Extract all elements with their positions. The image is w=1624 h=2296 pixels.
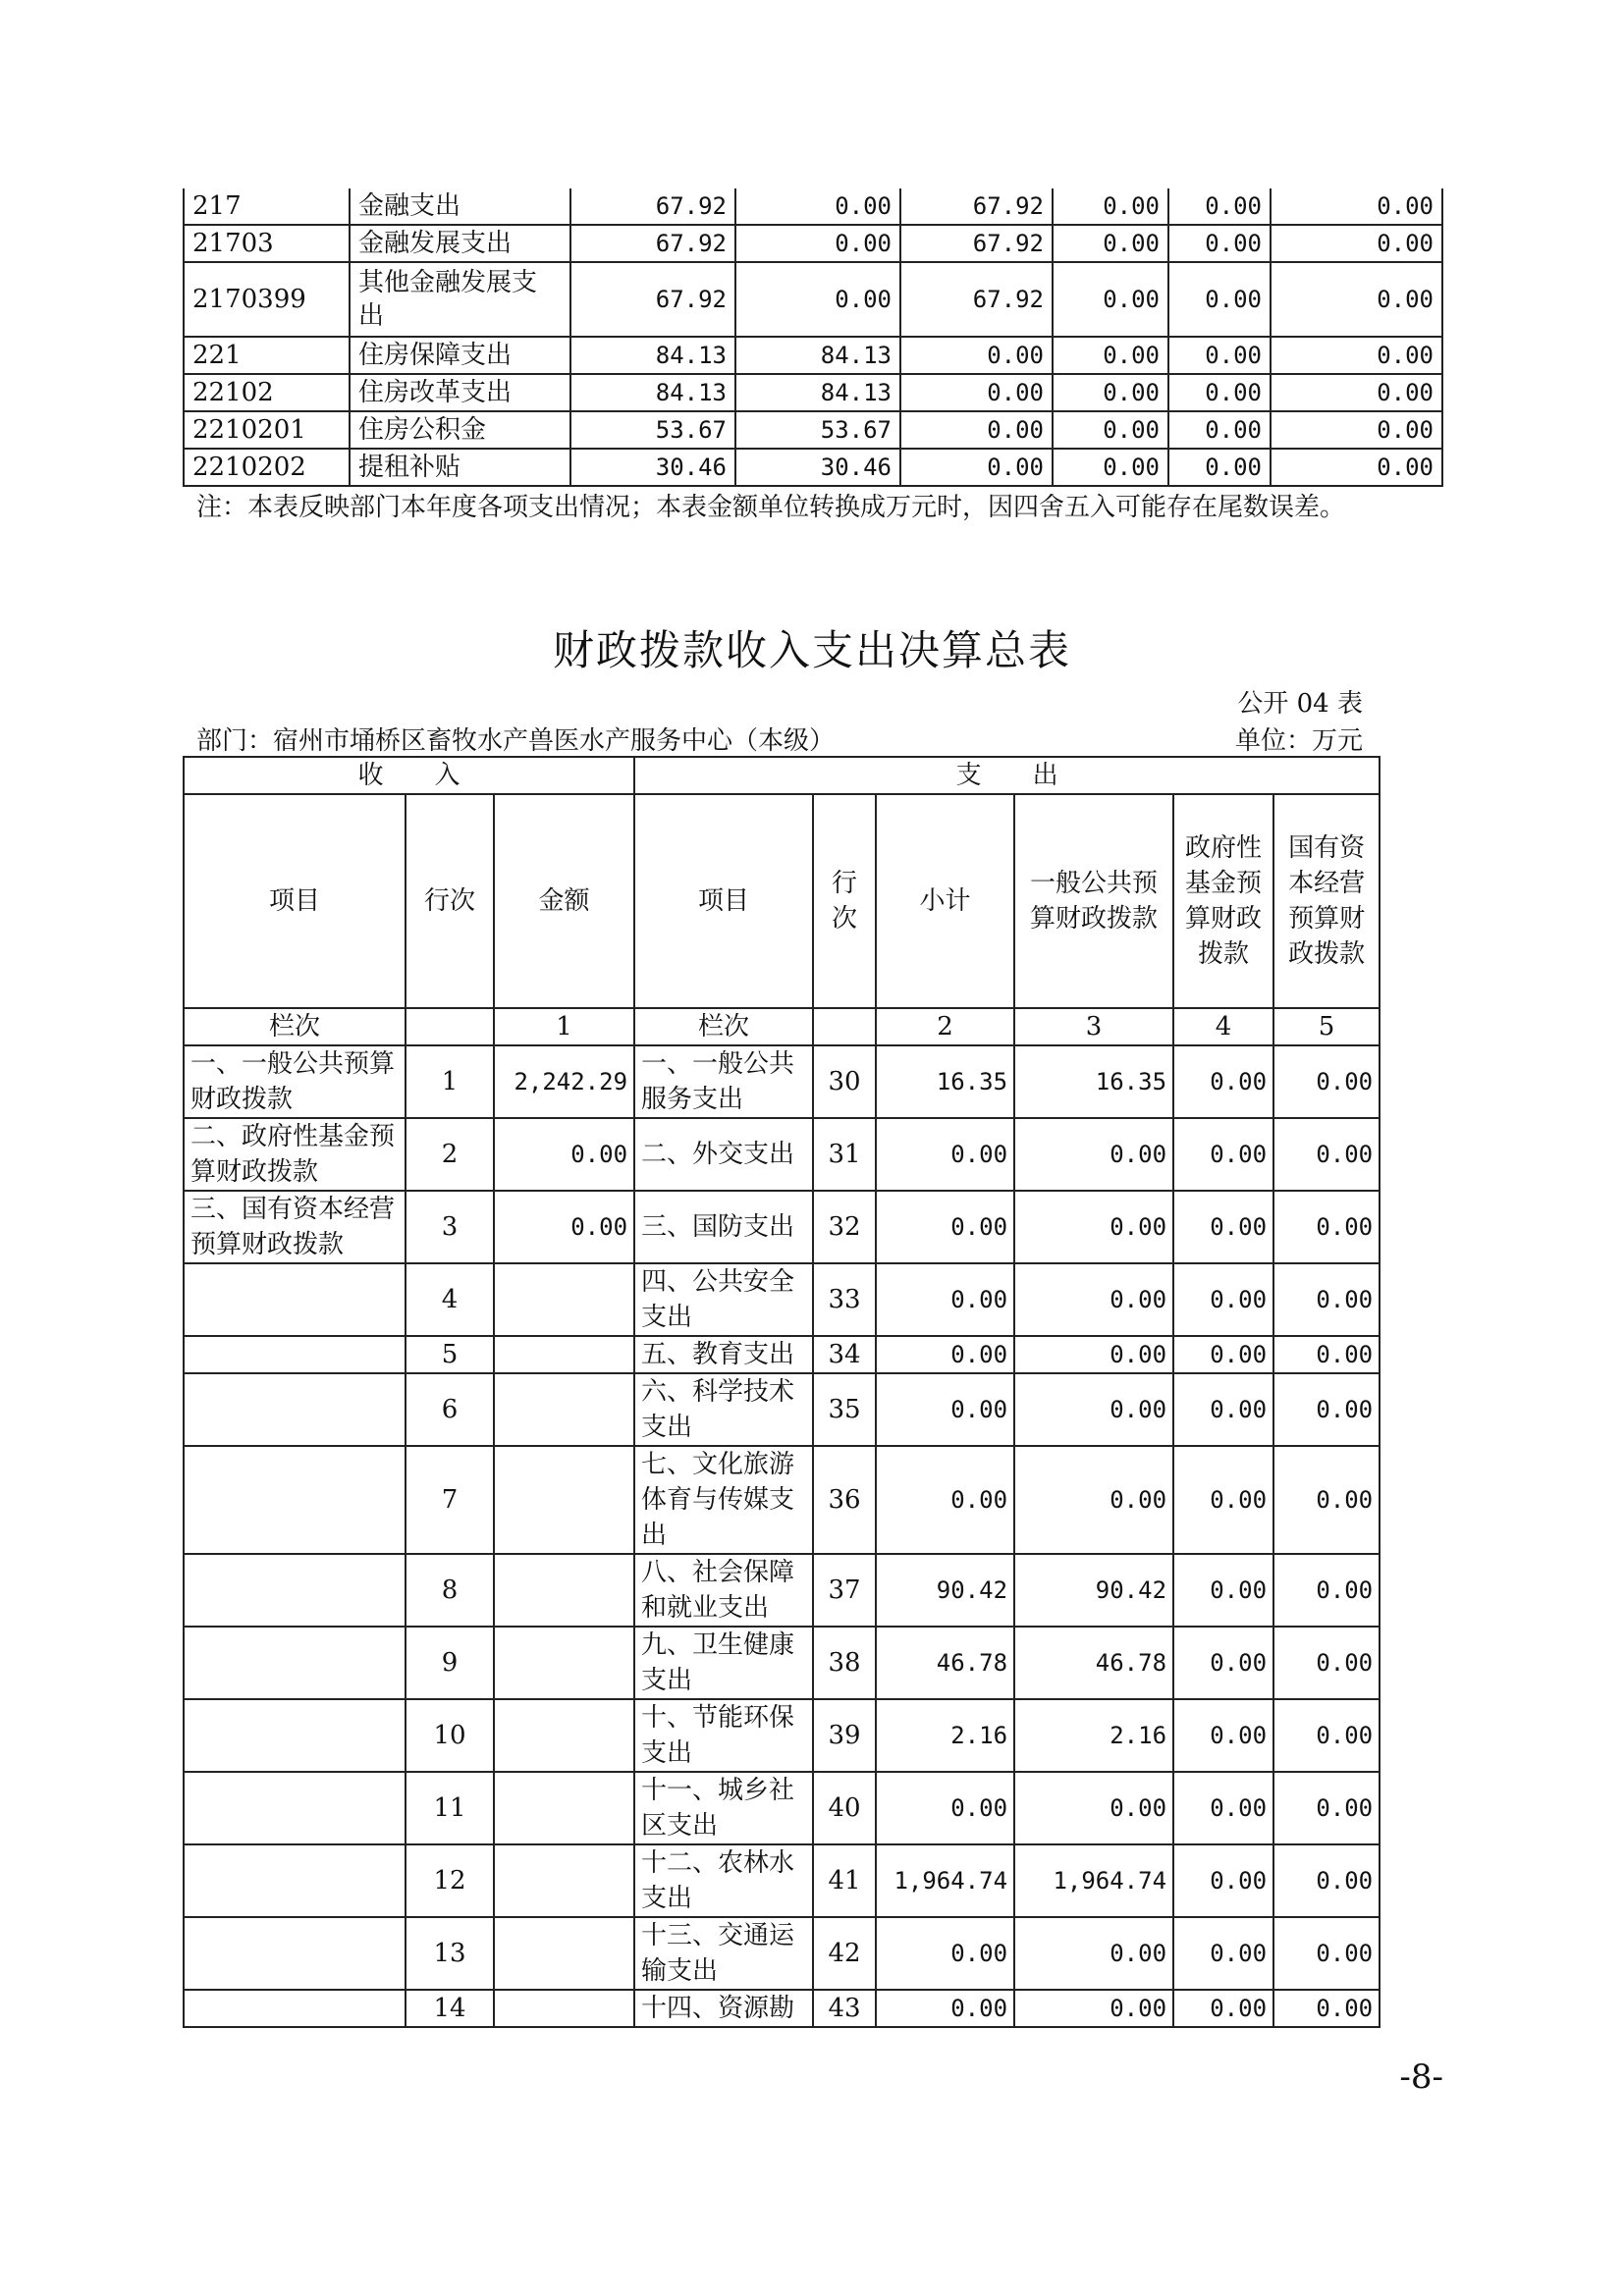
gov-fund-value: 0.00 — [1173, 1336, 1273, 1373]
income-item — [184, 1627, 406, 1699]
value-cell: 0.00 — [1053, 411, 1168, 449]
table-row — [184, 1373, 1380, 1446]
income-amount — [494, 1627, 634, 1699]
table-row — [184, 449, 1442, 486]
item-name: 金融发展支出 — [350, 225, 570, 262]
state-capital-value: 0.00 — [1273, 1118, 1380, 1191]
income-amount: 0.00 — [494, 1118, 634, 1191]
table-row — [184, 1554, 1380, 1627]
col-3: 3 — [1014, 1008, 1173, 1045]
subtotal-value: 0.00 — [876, 1118, 1014, 1191]
income-header: 收 入 — [184, 757, 634, 794]
subtotal-value: 16.35 — [876, 1045, 1014, 1118]
expense-row-no: 38 — [813, 1627, 876, 1699]
department-label: 部门：宿州市埇桥区畜牧水产兽医水产服务中心（本级） — [196, 726, 836, 756]
gov-fund-value: 0.00 — [1173, 1373, 1273, 1446]
income-row-no: 4 — [406, 1263, 494, 1336]
state-capital-value: 0.00 — [1273, 1844, 1380, 1917]
income-item — [184, 1772, 406, 1844]
gov-fund-value: 0.00 — [1173, 1917, 1273, 1990]
gov-fund-value: 0.00 — [1173, 1772, 1273, 1844]
table-row — [184, 1990, 1380, 2027]
income-row-no: 7 — [406, 1446, 494, 1554]
table-row — [184, 1045, 1380, 1118]
value-cell: 0.00 — [735, 188, 900, 225]
value-cell: 67.92 — [900, 262, 1053, 337]
state-capital-value: 0.00 — [1273, 1554, 1380, 1627]
expense-item: 三、国防支出 — [634, 1191, 813, 1263]
value-cell: 67.92 — [900, 225, 1053, 262]
general-budget-value: 90.42 — [1014, 1554, 1173, 1627]
value-cell: 0.00 — [1271, 411, 1442, 449]
value-cell: 67.92 — [570, 262, 735, 337]
general-budget-value: 2.16 — [1014, 1699, 1173, 1772]
item-code: 2210202 — [184, 449, 350, 486]
income-row-no: 1 — [406, 1045, 494, 1118]
general-budget-value: 0.00 — [1014, 1263, 1173, 1336]
item-name: 住房改革支出 — [350, 374, 570, 411]
gov-fund-value: 0.00 — [1173, 1554, 1273, 1627]
general-budget-value: 46.78 — [1014, 1627, 1173, 1699]
income-row-no: 13 — [406, 1917, 494, 1990]
gov-fund-value: 0.00 — [1173, 1699, 1273, 1772]
value-cell: 0.00 — [735, 225, 900, 262]
value-cell: 67.92 — [900, 188, 1053, 225]
col-1: 1 — [494, 1008, 634, 1045]
page-title: 财政拨款收入支出决算总表 — [552, 626, 1071, 674]
expense-item: 十二、农林水支出 — [634, 1844, 813, 1917]
income-item — [184, 1699, 406, 1772]
table-row — [184, 225, 1442, 262]
expense-detail-table — [183, 188, 1443, 487]
value-cell: 0.00 — [1271, 262, 1442, 337]
value-cell: 84.13 — [570, 337, 735, 374]
col-label-expense: 栏次 — [634, 1008, 813, 1045]
income-amount — [494, 1336, 634, 1373]
value-cell: 0.00 — [1053, 449, 1168, 486]
value-cell: 67.92 — [570, 188, 735, 225]
table-row — [184, 1844, 1380, 1917]
subtotal-value: 2.16 — [876, 1699, 1014, 1772]
value-cell: 0.00 — [1271, 188, 1442, 225]
income-item — [184, 1554, 406, 1627]
subtotal-value: 0.00 — [876, 1336, 1014, 1373]
general-budget-value: 0.00 — [1014, 1917, 1173, 1990]
expense-row-no: 33 — [813, 1263, 876, 1336]
income-row-no: 12 — [406, 1844, 494, 1917]
expense-row-no: 31 — [813, 1118, 876, 1191]
income-item-header: 项目 — [184, 794, 406, 1008]
table-row — [184, 188, 1442, 225]
item-code: 2210201 — [184, 411, 350, 449]
value-cell: 53.67 — [735, 411, 900, 449]
expense-row-no: 37 — [813, 1554, 876, 1627]
value-cell: 0.00 — [735, 262, 900, 337]
income-amount — [494, 1554, 634, 1627]
table-row — [184, 1772, 1380, 1844]
item-code: 217 — [184, 188, 350, 225]
general-budget-header: 一般公共预算财政拨款 — [1014, 794, 1173, 1008]
subtotal-value: 0.00 — [876, 1990, 1014, 2027]
income-amount — [494, 1990, 634, 2027]
general-budget-value: 0.00 — [1014, 1336, 1173, 1373]
value-cell: 0.00 — [1168, 225, 1271, 262]
income-item — [184, 1446, 406, 1554]
col-4: 4 — [1173, 1008, 1273, 1045]
expense-item: 十四、资源勘 — [634, 1990, 813, 2027]
general-budget-value: 16.35 — [1014, 1045, 1173, 1118]
income-item — [184, 1990, 406, 2027]
expense-item: 十、节能环保支出 — [634, 1699, 813, 1772]
expense-row-no: 35 — [813, 1373, 876, 1446]
value-cell: 0.00 — [1168, 337, 1271, 374]
gov-fund-value: 0.00 — [1173, 1045, 1273, 1118]
value-cell: 0.00 — [1271, 225, 1442, 262]
expense-row-no: 36 — [813, 1446, 876, 1554]
value-cell: 0.00 — [1271, 374, 1442, 411]
state-capital-value: 0.00 — [1273, 1699, 1380, 1772]
income-amount — [494, 1263, 634, 1336]
income-item — [184, 1263, 406, 1336]
value-cell: 30.46 — [570, 449, 735, 486]
general-budget-value: 0.00 — [1014, 1446, 1173, 1554]
gov-fund-value: 0.00 — [1173, 1118, 1273, 1191]
income-amount: 2,242.29 — [494, 1045, 634, 1118]
table-row — [184, 1699, 1380, 1772]
income-row-no: 9 — [406, 1627, 494, 1699]
expense-row-no: 41 — [813, 1844, 876, 1917]
expense-item: 十三、交通运输支出 — [634, 1917, 813, 1990]
subtotal-value: 1,964.74 — [876, 1844, 1014, 1917]
state-capital-value: 0.00 — [1273, 1045, 1380, 1118]
subtotal-header: 小计 — [876, 794, 1014, 1008]
value-cell: 0.00 — [900, 337, 1053, 374]
table-row — [184, 1446, 1380, 1554]
subtotal-value: 46.78 — [876, 1627, 1014, 1699]
expense-item: 九、卫生健康支出 — [634, 1627, 813, 1699]
value-cell: 0.00 — [1168, 374, 1271, 411]
general-budget-value: 1,964.74 — [1014, 1844, 1173, 1917]
income-amount — [494, 1699, 634, 1772]
unit-label: 单位：万元 — [1234, 726, 1363, 756]
state-capital-value: 0.00 — [1273, 1772, 1380, 1844]
income-amount — [494, 1772, 634, 1844]
general-budget-value: 0.00 — [1014, 1990, 1173, 2027]
col-label-income: 栏次 — [184, 1008, 406, 1045]
expense-item: 十一、城乡社区支出 — [634, 1772, 813, 1844]
value-cell: 0.00 — [900, 411, 1053, 449]
expense-row-no: 43 — [813, 1990, 876, 2027]
income-amount — [494, 1844, 634, 1917]
income-item — [184, 1917, 406, 1990]
income-row-no: 14 — [406, 1990, 494, 2027]
value-cell: 0.00 — [1168, 188, 1271, 225]
expense-row-no: 34 — [813, 1336, 876, 1373]
state-capital-value: 0.00 — [1273, 1373, 1380, 1446]
general-budget-value: 0.00 — [1014, 1191, 1173, 1263]
state-capital-value: 0.00 — [1273, 1627, 1380, 1699]
income-amount — [494, 1446, 634, 1554]
value-cell: 0.00 — [1168, 262, 1271, 337]
value-cell: 53.67 — [570, 411, 735, 449]
income-amount: 0.00 — [494, 1191, 634, 1263]
expense-item: 七、文化旅游体育与传媒支出 — [634, 1446, 813, 1554]
table-note: 注：本表反映部门本年度各项支出情况；本表金额单位转换成万元时，因四舍五入可能存在尾数误差。 — [196, 493, 1346, 522]
income-row-no-header: 行次 — [406, 794, 494, 1008]
gov-fund-value: 0.00 — [1173, 1446, 1273, 1554]
table-row — [184, 262, 1442, 337]
table-row — [184, 1263, 1380, 1336]
income-row-no: 6 — [406, 1373, 494, 1446]
state-capital-value: 0.00 — [1273, 1917, 1380, 1990]
value-cell: 0.00 — [900, 449, 1053, 486]
table-row — [184, 1118, 1380, 1191]
item-code: 221 — [184, 337, 350, 374]
value-cell: 0.00 — [1053, 262, 1168, 337]
expense-header: 支 出 — [634, 757, 1380, 794]
expense-row-no: 32 — [813, 1191, 876, 1263]
general-budget-value: 0.00 — [1014, 1373, 1173, 1446]
gov-fund-value: 0.00 — [1173, 1990, 1273, 2027]
income-item — [184, 1373, 406, 1446]
subtotal-value: 90.42 — [876, 1554, 1014, 1627]
income-item — [184, 1844, 406, 1917]
expense-item: 六、科学技术支出 — [634, 1373, 813, 1446]
subtotal-value: 0.00 — [876, 1917, 1014, 1990]
value-cell: 0.00 — [900, 374, 1053, 411]
expense-row-no: 42 — [813, 1917, 876, 1990]
value-cell: 84.13 — [735, 337, 900, 374]
table-row — [184, 1191, 1380, 1263]
table-row — [184, 337, 1442, 374]
subtotal-value: 0.00 — [876, 1373, 1014, 1446]
value-cell: 0.00 — [1168, 411, 1271, 449]
income-row-no: 5 — [406, 1336, 494, 1373]
general-budget-value: 0.00 — [1014, 1118, 1173, 1191]
subtotal-value: 0.00 — [876, 1191, 1014, 1263]
gov-fund-value: 0.00 — [1173, 1191, 1273, 1263]
gov-fund-value: 0.00 — [1173, 1263, 1273, 1336]
table-code: 公开 04 表 — [1237, 689, 1363, 719]
expense-row-no: 39 — [813, 1699, 876, 1772]
value-cell: 84.13 — [570, 374, 735, 411]
expense-item: 四、公共安全支出 — [634, 1263, 813, 1336]
income-amount — [494, 1917, 634, 1990]
income-amount — [494, 1373, 634, 1446]
item-code: 21703 — [184, 225, 350, 262]
col-5: 5 — [1273, 1008, 1380, 1045]
state-capital-value: 0.00 — [1273, 1446, 1380, 1554]
expense-item-header: 项目 — [634, 794, 813, 1008]
income-row-no: 2 — [406, 1118, 494, 1191]
income-row-no: 3 — [406, 1191, 494, 1263]
item-code: 22102 — [184, 374, 350, 411]
table-row — [184, 411, 1442, 449]
income-item: 三、国有资本经营预算财政拨款 — [184, 1191, 406, 1263]
table-row — [184, 374, 1442, 411]
gov-fund-value: 0.00 — [1173, 1844, 1273, 1917]
subtotal-value: 0.00 — [876, 1263, 1014, 1336]
general-budget-value: 0.00 — [1014, 1772, 1173, 1844]
expense-row-no: 30 — [813, 1045, 876, 1118]
expense-item: 八、社会保障和就业支出 — [634, 1554, 813, 1627]
income-row-no: 11 — [406, 1772, 494, 1844]
value-cell: 84.13 — [735, 374, 900, 411]
value-cell: 0.00 — [1053, 374, 1168, 411]
item-name: 住房公积金 — [350, 411, 570, 449]
expense-row-no: 40 — [813, 1772, 876, 1844]
state-capital-value: 0.00 — [1273, 1990, 1380, 2027]
value-cell: 0.00 — [1053, 225, 1168, 262]
value-cell: 30.46 — [735, 449, 900, 486]
income-row-no: 8 — [406, 1554, 494, 1627]
expense-item: 五、教育支出 — [634, 1336, 813, 1373]
gov-fund-value: 0.00 — [1173, 1627, 1273, 1699]
state-capital-value: 0.00 — [1273, 1336, 1380, 1373]
value-cell: 0.00 — [1168, 449, 1271, 486]
expense-item: 二、外交支出 — [634, 1118, 813, 1191]
income-item: 一、一般公共预算财政拨款 — [184, 1045, 406, 1118]
item-name: 提租补贴 — [350, 449, 570, 486]
gov-fund-header: 政府性基金预算财政拨款 — [1173, 794, 1273, 1008]
fiscal-summary-table — [183, 756, 1380, 2028]
value-cell: 67.92 — [570, 225, 735, 262]
item-name: 金融支出 — [350, 188, 570, 225]
table-row — [184, 1627, 1380, 1699]
value-cell: 0.00 — [1271, 449, 1442, 486]
income-amount-header: 金额 — [494, 794, 634, 1008]
state-capital-value: 0.00 — [1273, 1191, 1380, 1263]
value-cell: 0.00 — [1053, 188, 1168, 225]
page-number: -8- — [1399, 2057, 1443, 2097]
expense-item: 一、一般公共服务支出 — [634, 1045, 813, 1118]
expense-row-no-header: 行次 — [813, 794, 876, 1008]
income-item: 二、政府性基金预算财政拨款 — [184, 1118, 406, 1191]
state-capital-value: 0.00 — [1273, 1263, 1380, 1336]
value-cell: 0.00 — [1271, 337, 1442, 374]
col-2: 2 — [876, 1008, 1014, 1045]
income-row-no: 10 — [406, 1699, 494, 1772]
item-name: 其他金融发展支出 — [350, 262, 570, 337]
subtotal-value: 0.00 — [876, 1446, 1014, 1554]
income-item — [184, 1336, 406, 1373]
item-name: 住房保障支出 — [350, 337, 570, 374]
subtotal-value: 0.00 — [876, 1772, 1014, 1844]
table-row — [184, 1336, 1380, 1373]
value-cell: 0.00 — [1053, 337, 1168, 374]
item-code: 2170399 — [184, 262, 350, 337]
state-capital-header: 国有资本经营预算财政拨款 — [1273, 794, 1380, 1008]
table-row — [184, 1917, 1380, 1990]
